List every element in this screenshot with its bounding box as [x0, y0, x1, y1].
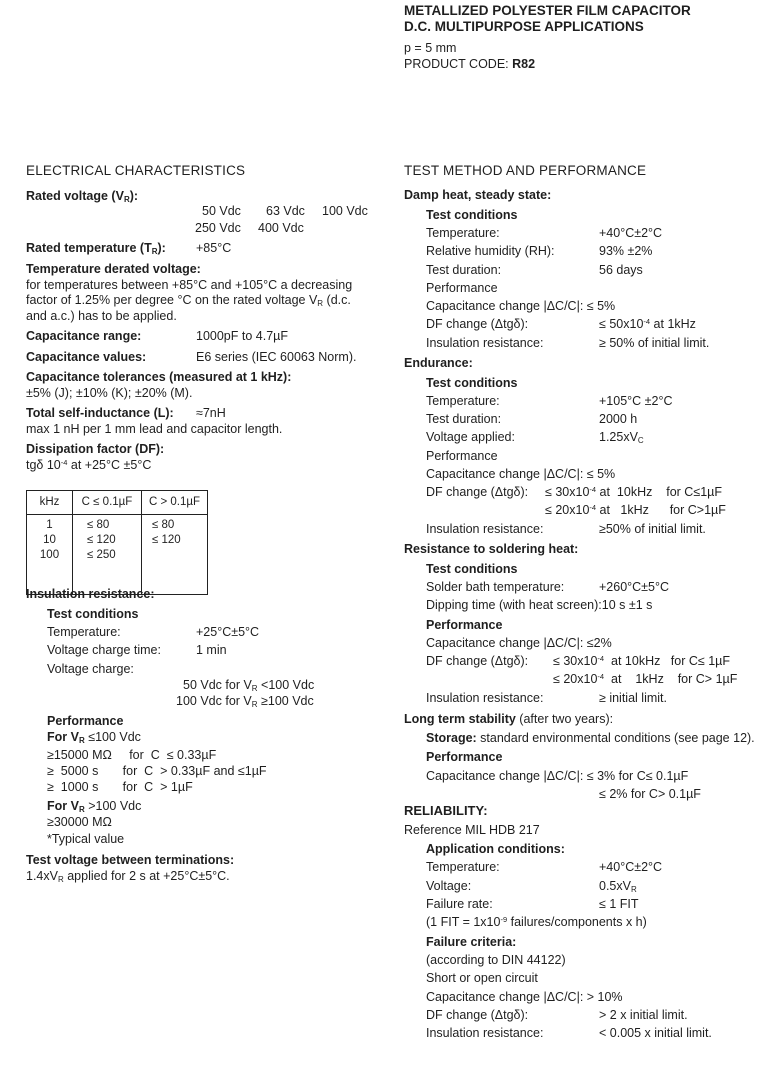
ir-charge-time-value: 1 min	[196, 643, 227, 657]
so-df-change-row: ≤ $20x10^{-4}$ at 1kHz for C> 1µF	[553, 672, 738, 686]
rated-voltage-value: 100 Vdc	[322, 204, 368, 218]
fc-insulation-label: Insulation resistance:	[426, 1026, 544, 1040]
ir-charge-row: 100 Vdc for $V_R \ge 100$ Vdc	[176, 694, 314, 709]
derated-voltage-text: for temperatures between +85°C and +105°C a decreasing	[26, 278, 353, 292]
capacitance-values-value: E6 series (IEC 60063 Norm).	[196, 350, 357, 364]
capacitance-tolerances-label: Capacitance tolerances (measured at 1 kHz):	[26, 370, 292, 384]
so-bath-value: +260°C±5°C	[599, 580, 670, 594]
fc-insulation-value: < 0.005 x initial limit.	[599, 1026, 712, 1040]
test-voltage-label: Test voltage between terminations:	[26, 853, 235, 867]
soldering-heat-label: Resistance to soldering heat:	[404, 542, 579, 556]
rated-voltage-value: 50 Vdc	[202, 204, 241, 218]
table-header: C > 0.1µF	[142, 491, 208, 515]
test-voltage-value: $1.4xV_R$ applied for 2 s at +25°C±5°C.	[26, 869, 230, 884]
derated-voltage-text: factor of 1.25% per degree °C on the rated voltage $V_R$ (d.c.	[26, 293, 351, 308]
capacitance-tolerances-value: ±5% (J); ±10% (K); ±20% (M).	[26, 386, 193, 400]
rated-voltage-value: 400 Vdc	[258, 221, 304, 235]
pitch-label: p = 5 mm	[404, 41, 457, 55]
so-df-change-row: ≤ $30x10^{-4}$ at 10kHz for C≤ 1µF	[553, 654, 730, 668]
product-title-line2: D.C. MULTIPURPOSE APPLICATIONS	[404, 19, 644, 34]
table-cell: 1 10 100	[27, 515, 73, 595]
performance-row: ≥30000 MΩ	[47, 815, 112, 829]
ir-temperature-value: +25°C±5°C	[196, 625, 260, 639]
self-inductance-label: Total self-inductance (L):	[26, 406, 174, 420]
dh-duration-value: 56 days	[599, 263, 643, 277]
en-df-change-row: ≤ $30x10^{-4}$ at 10kHz for C≤1µF	[545, 485, 722, 499]
so-bath-label: Solder bath temperature:	[426, 580, 565, 594]
storage-conditions: Storage: standard environmental conditions (see page 12).	[426, 731, 755, 745]
lts-capacitance-change: ≤ 2% for C> 0.1µF	[599, 787, 701, 801]
dissipation-factor-label: Dissipation factor (DF):	[26, 442, 165, 456]
lts-capacitance-change: Capacitance change |ΔC/C|: ≤ 3% for C≤ 0.1µF	[426, 769, 689, 783]
dh-humidity-value: 93% ±2%	[599, 244, 653, 258]
en-temperature-value: +105°C ±2°C	[599, 394, 673, 408]
dissipation-factor-table	[26, 490, 208, 595]
so-df-change-label: DF change (Δtgδ):	[426, 654, 529, 668]
for-vr-low-label: For $V_R \le 100$ Vdc	[47, 730, 141, 745]
self-inductance-value: ≈7nH	[196, 406, 226, 420]
rated-temperature-label: Rated temperature $(T_R)$:	[26, 241, 166, 256]
product-title-line1: METALLIZED POLYESTER FILM CAPACITOR	[404, 3, 691, 18]
table-cell: ≤ 80 ≤ 120	[142, 515, 208, 595]
dh-df-change-value: ≤ $50x10^{-4}$ at 1kHz	[599, 317, 696, 331]
en-voltage-label: Voltage applied:	[426, 430, 515, 444]
en-insulation-label: Insulation resistance:	[426, 522, 544, 536]
electrical-characteristics-heading: ELECTRICAL CHARACTERISTICS	[26, 163, 246, 178]
short-open-circuit: Short or open circuit	[426, 971, 538, 985]
product-code: PRODUCT CODE: R82	[404, 57, 536, 71]
rel-failure-rate-label: Failure rate:	[426, 897, 493, 911]
application-conditions-label: Application conditions:	[426, 842, 565, 856]
test-conditions-label: Test conditions	[426, 376, 518, 390]
ir-charge-label: Voltage charge:	[47, 662, 134, 676]
endurance-label: Endurance:	[404, 356, 473, 370]
ir-charge-row: 50 Vdc for $V_R <100$ Vdc	[183, 678, 315, 693]
en-df-change-label: DF change (Δtgδ):	[426, 485, 529, 499]
rel-temperature-label: Temperature:	[426, 860, 500, 874]
table-cell: ≤ 80 ≤ 120 ≤ 250	[73, 515, 142, 595]
en-insulation-value: ≥50% of initial limit.	[599, 522, 706, 536]
rel-voltage-value: $0.5xV_R$	[599, 879, 637, 894]
en-capacitance-change: Capacitance change |ΔC/C|: ≤ 5%	[426, 467, 616, 481]
capacitance-values-label: Capacitance values:	[26, 350, 147, 364]
failure-criteria-label: Failure criteria:	[426, 935, 517, 949]
rated-temperature-value: +85°C	[196, 241, 232, 255]
table-header: C ≤ 0.1µF	[73, 491, 142, 515]
derated-voltage-label: Temperature derated voltage:	[26, 262, 201, 276]
performance-row: ≥ 1000 s for C > 1µF	[47, 780, 193, 794]
damp-heat-label: Damp heat, steady state:	[404, 188, 552, 202]
test-conditions-label: Test conditions	[426, 562, 518, 576]
dh-humidity-label: Relative humidity (RH):	[426, 244, 555, 258]
insulation-resistance-label: Insulation resistance:	[26, 587, 155, 601]
en-duration-value: 2000 h	[599, 412, 638, 426]
so-insulation-label: Insulation resistance:	[426, 691, 544, 705]
rel-temperature-value: +40°C±2°C	[599, 860, 663, 874]
ir-charge-time-label: Voltage charge time:	[47, 643, 161, 657]
dh-temperature-value: +40°C±2°C	[599, 226, 663, 240]
rated-voltage-value: 250 Vdc	[195, 221, 241, 235]
test-conditions-label: Test conditions	[47, 607, 139, 621]
dissipation-factor-text: tgδ $10^{-4}$ at +25°C ±5°C	[26, 458, 152, 472]
for-vr-high-label: For $V_R >100$ Vdc	[47, 799, 142, 814]
fc-capacitance-change: Capacitance change |ΔC/C|: > 10%	[426, 990, 623, 1004]
long-term-stability-label: Long term stability (after two years):	[404, 712, 614, 726]
din-reference: (according to DIN 44122)	[426, 953, 566, 967]
test-conditions-label: Test conditions	[426, 208, 518, 222]
reliability-reference: Reference MIL HDB 217	[404, 823, 540, 837]
dh-insulation-label: Insulation resistance:	[426, 336, 544, 350]
fc-df-change-label: DF change (Δtgδ):	[426, 1008, 529, 1022]
so-insulation-value: ≥ initial limit.	[599, 691, 667, 705]
performance-label: Performance	[426, 750, 503, 764]
performance-row: ≥ 5000 s for C > 0.33µF and ≤1µF	[47, 764, 267, 778]
so-capacitance-change: Capacitance change |ΔC/C|: ≤2%	[426, 636, 612, 650]
so-dipping-time: Dipping time (with heat screen):10 s ±1 s	[426, 598, 653, 612]
en-df-change-row: ≤ $20x10^{-4}$ at 1kHz for C>1µF	[545, 503, 726, 517]
performance-label: Performance	[426, 449, 498, 463]
test-method-heading: TEST METHOD AND PERFORMANCE	[404, 163, 647, 178]
en-duration-label: Test duration:	[426, 412, 502, 426]
table-header: kHz	[27, 491, 73, 515]
capacitance-range-label: Capacitance range:	[26, 329, 142, 343]
performance-label: Performance	[47, 714, 124, 728]
rel-voltage-label: Voltage:	[426, 879, 472, 893]
ir-temperature-label: Temperature:	[47, 625, 121, 639]
capacitance-range-value: 1000pF to 4.7µF	[196, 329, 288, 343]
fc-df-change-value: > 2 x initial limit.	[599, 1008, 688, 1022]
dh-insulation-value: ≥ 50% of initial limit.	[599, 336, 710, 350]
dh-duration-label: Test duration:	[426, 263, 502, 277]
performance-label: Performance	[426, 618, 503, 632]
rated-voltage-label: Rated voltage $(V_R)$:	[26, 189, 139, 204]
performance-label: Performance	[426, 281, 498, 295]
dh-df-change-label: DF change (Δtgδ):	[426, 317, 529, 331]
typical-value-note: *Typical value	[47, 832, 125, 846]
self-inductance-note: max 1 nH per 1 mm lead and capacitor length.	[26, 422, 283, 436]
rated-voltage-value: 63 Vdc	[266, 204, 305, 218]
performance-row: ≥15000 MΩ for C ≤ 0.33µF	[47, 748, 217, 762]
en-voltage-value: $1.25xV_C$	[599, 430, 644, 445]
derated-voltage-text: and a.c.) has to be applied.	[26, 309, 177, 323]
en-temperature-label: Temperature:	[426, 394, 500, 408]
reliability-label: RELIABILITY:	[404, 803, 488, 818]
dh-temperature-label: Temperature:	[426, 226, 500, 240]
rel-failure-rate-value: ≤ 1 FIT	[599, 897, 639, 911]
fit-definition: (1 FIT = $1x10^{-9}$ failures/components x h)	[426, 915, 647, 929]
dh-capacitance-change: Capacitance change |ΔC/C|: ≤ 5%	[426, 299, 616, 313]
